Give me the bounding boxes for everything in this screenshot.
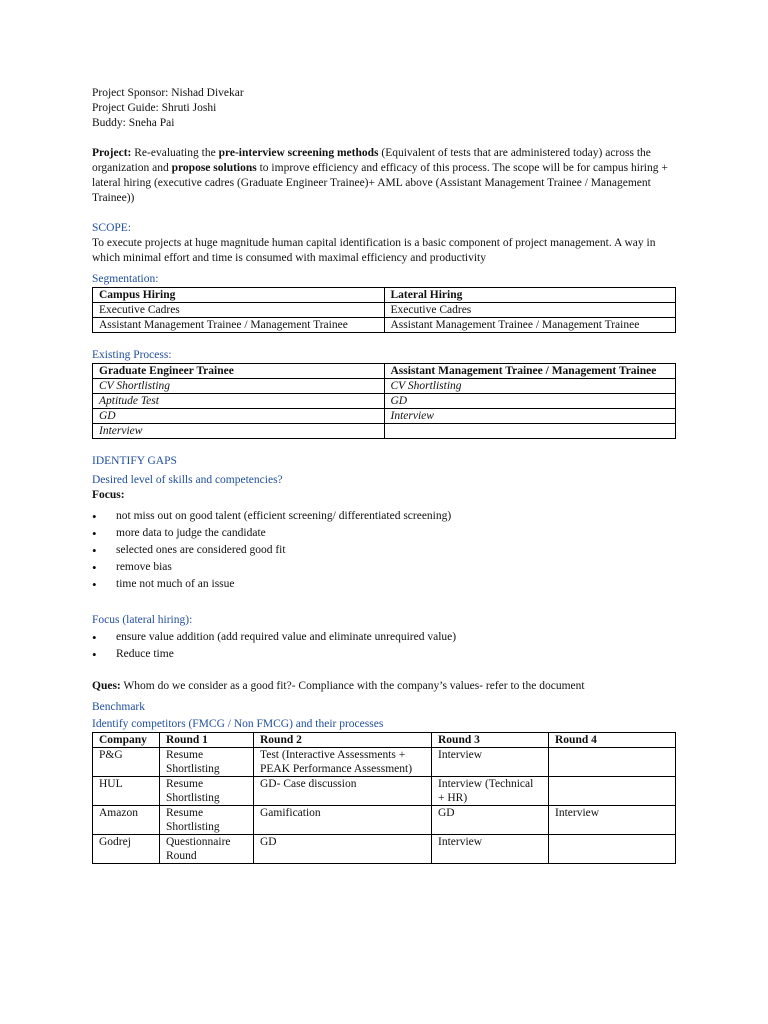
question-line [92, 679, 676, 694]
table-cell: Assistant Management Trainee / Management Trainee [384, 318, 676, 333]
project-label: Project: [92, 147, 132, 159]
table-row [93, 806, 676, 835]
table-row [93, 394, 676, 409]
desired-skills-question: Desired level of skills and competencies? [92, 474, 283, 486]
focus-lateral-list [92, 630, 676, 662]
table-header-cell: Lateral Hiring [384, 288, 676, 303]
project-paragraph [92, 146, 676, 206]
table-cell: Interview [432, 835, 549, 864]
table-cell: Questionnaire Round [160, 835, 254, 864]
table-cell [549, 748, 676, 777]
segmentation-heading: Segmentation: [92, 273, 159, 285]
list-item: • ensure value addition (add required value and eliminate unrequired value) [92, 630, 676, 645]
focus-list [92, 509, 676, 592]
project-bold-2: propose solutions [171, 162, 257, 174]
benchmark-heading: Benchmark [92, 701, 146, 713]
table-cell: Executive Cadres [384, 303, 676, 318]
table-row [93, 777, 676, 806]
list-item: • time not much of an issue [92, 577, 676, 592]
table-cell: Resume Shortlisting [160, 777, 254, 806]
table-cell: Interview [432, 748, 549, 777]
project-text-2: (Equivalent of tests that are administered today) across the organization and [92, 147, 651, 174]
table-cell: GD [254, 835, 432, 864]
table-row [93, 409, 676, 424]
table-header-cell: Round 3 [432, 733, 549, 748]
table-header-cell: Company [93, 733, 160, 748]
list-item: • remove bias [92, 560, 676, 575]
table-cell: Interview [93, 424, 385, 439]
table-cell: Interview (Technical + HR) [432, 777, 549, 806]
list-item: • selected ones are considered good fit [92, 543, 676, 558]
project-text-3: to improve efficiency and efficacy of this process. The scope will be for campus hiring + lateral hiring (executive cadres (Graduate Engineer Trainee)+ AML above (Assistant Management Trainee / Management Trainee)) [92, 162, 668, 204]
table-header-row [93, 733, 676, 748]
focus-label-text: Focus: [92, 489, 125, 501]
focus-label [92, 488, 676, 503]
scope-heading: SCOPE: [92, 222, 131, 234]
table-cell: Assistant Management Trainee / Management Trainee [93, 318, 385, 333]
list-item: • more data to judge the candidate [92, 526, 676, 541]
table-cell: Amazon [93, 806, 160, 835]
question-label: Ques: [92, 680, 121, 692]
table-cell: Test (Interactive Assessments + PEAK Performance Assessment) [254, 748, 432, 777]
table-header-row [93, 288, 676, 303]
table-header-cell: Round 1 [160, 733, 254, 748]
project-guide: Project Guide: Shruti Joshi [92, 102, 217, 114]
list-item: • not miss out on good talent (efficient screening/ differentiated screening) [92, 509, 676, 524]
table-cell: GD [432, 806, 549, 835]
table-row [93, 424, 676, 439]
existing-process-table [92, 363, 676, 439]
benchmark-table [92, 732, 676, 864]
table-cell: Executive Cadres [93, 303, 385, 318]
table-cell: CV Shortlisting [93, 379, 385, 394]
table-header-cell: Campus Hiring [93, 288, 385, 303]
table-cell: GD [384, 394, 676, 409]
table-cell [384, 424, 676, 439]
table-row [93, 303, 676, 318]
table-cell: GD- Case discussion [254, 777, 432, 806]
table-cell: Gamification [254, 806, 432, 835]
table-cell: Interview [549, 806, 676, 835]
benchmark-subheading: Identify competitors (FMCG / Non FMCG) and their processes [92, 718, 384, 730]
project-bold-1: pre-interview screening methods [218, 147, 379, 159]
list-item: • Reduce time [92, 647, 676, 662]
existing-process-heading: Existing Process: [92, 349, 172, 361]
table-header-cell: Graduate Engineer Trainee [93, 364, 385, 379]
buddy: Buddy: Sneha Pai [92, 117, 175, 129]
table-row [93, 748, 676, 777]
question-text: Whom do we consider as a good fit?- Compliance with the company’s values- refer to the document [120, 680, 585, 692]
table-header-cell: Round 4 [549, 733, 676, 748]
project-sponsor: Project Sponsor: Nishad Divekar [92, 87, 244, 99]
scope-text: To execute projects at huge magnitude human capital identification is a basic component of project management. A way in which minimal effort and time is consumed with maximal efficiency and productivity [92, 237, 656, 264]
table-cell: Aptitude Test [93, 394, 385, 409]
table-cell: HUL [93, 777, 160, 806]
table-cell [549, 835, 676, 864]
table-row [93, 835, 676, 864]
table-cell: Interview [384, 409, 676, 424]
table-cell: CV Shortlisting [384, 379, 676, 394]
identify-gaps-heading: IDENTIFY GAPS [92, 455, 177, 467]
focus-lateral-heading: Focus (lateral hiring): [92, 614, 193, 626]
table-cell [549, 777, 676, 806]
table-header-row [93, 364, 676, 379]
table-cell: Godrej [93, 835, 160, 864]
table-header-cell: Round 2 [254, 733, 432, 748]
table-row [93, 318, 676, 333]
table-header-cell: Assistant Management Trainee / Management Trainee [384, 364, 676, 379]
table-cell: Resume Shortlisting [160, 748, 254, 777]
table-cell: GD [93, 409, 385, 424]
document-page [92, 86, 676, 864]
table-cell: Resume Shortlisting [160, 806, 254, 835]
table-cell: P&G [93, 748, 160, 777]
table-row [93, 379, 676, 394]
project-text-1: Re-evaluating the [131, 147, 219, 159]
segmentation-table [92, 287, 676, 333]
